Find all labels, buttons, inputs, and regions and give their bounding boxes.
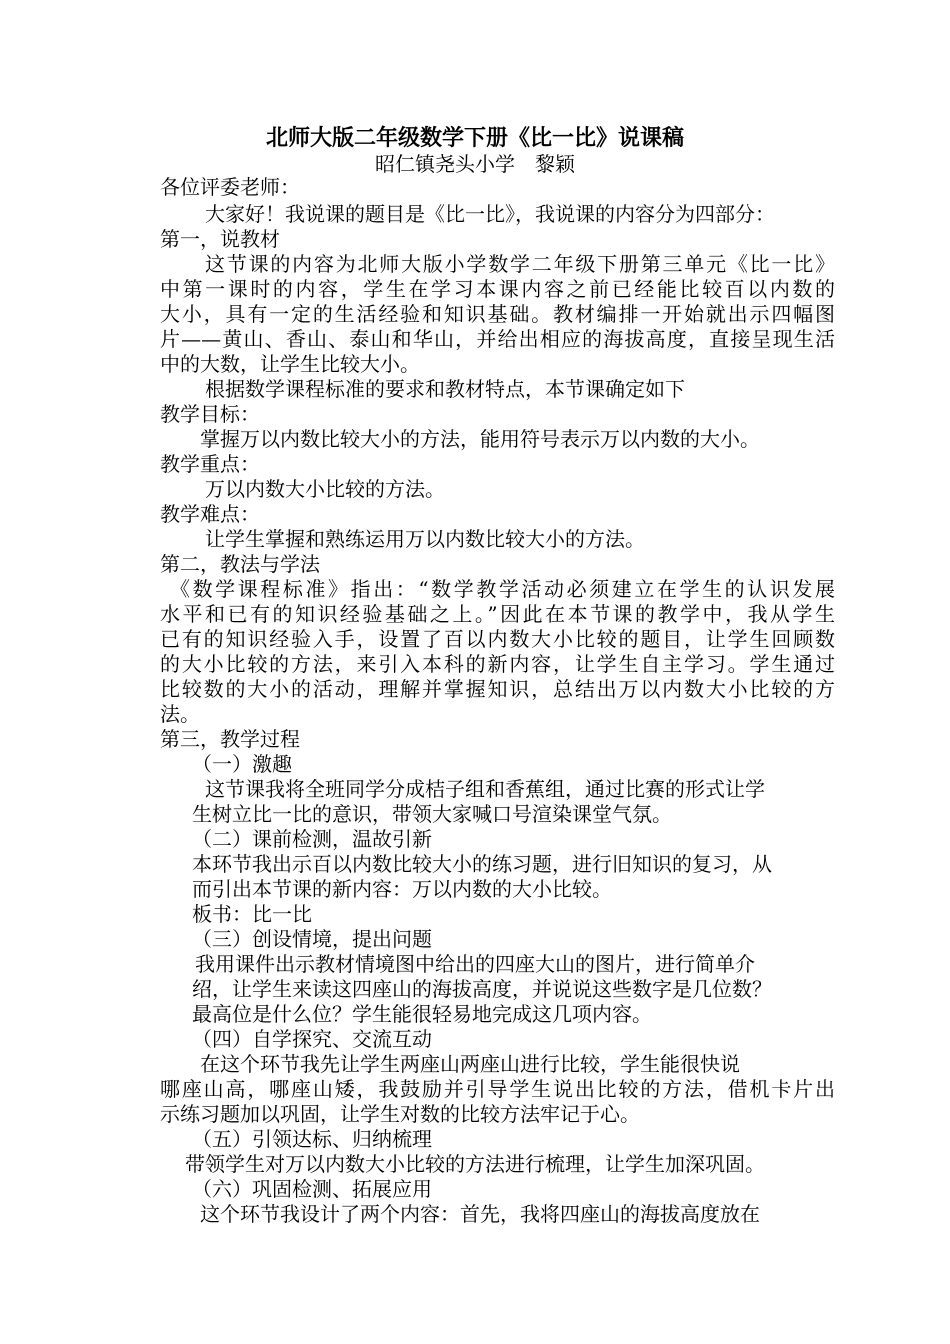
paragraph-line: 的大小比较的方法，来引入本科的新内容，让学生自主学习。学生通过 bbox=[160, 652, 835, 676]
subsection-heading: （三）创设情境，提出问题 bbox=[192, 927, 432, 951]
paragraph-line: 最高位是什么位？学生能很轻易地完成这几项内容。 bbox=[192, 1002, 652, 1026]
paragraph-line: 这个环节我设计了两个内容：首先，我将四座山的海拔高度放在 bbox=[200, 1202, 760, 1226]
paragraph-line: 大小，具有一定的生活经验和知识基础。教材编排一开始就出示四幅图 bbox=[160, 302, 835, 326]
paragraph-line: 让学生掌握和熟练运用万以内数比较大小的方法。 bbox=[205, 527, 645, 551]
paragraph-line: 掌握万以内数比较大小的方法，能用符号表示万以内数的大小。 bbox=[200, 427, 760, 451]
paragraph-line: 片——黄山、香山、泰山和华山，并给出相应的海拔高度，直接呈现生活 bbox=[160, 327, 835, 351]
paragraph-line: 《数学课程标准》指出：“数学教学活动必须建立在学生的认识发展 bbox=[170, 577, 835, 601]
paragraph-line: 板书：比一比 bbox=[192, 902, 312, 926]
paragraph-line: 大家好！我说课的题目是《比一比》，我说课的内容分为四部分： bbox=[205, 202, 775, 226]
paragraph-line: 各位评委老师： bbox=[160, 175, 300, 199]
paragraph-line: 已有的知识经验入手，设置了百以内数大小比较的题目，让学生回顾数 bbox=[160, 627, 835, 651]
paragraph-line: 在这个环节我先让学生两座山两座山进行比较，学生能很快说 bbox=[200, 1052, 740, 1076]
paragraph-line: 万以内数大小比较的方法。 bbox=[205, 477, 445, 501]
paragraph-line: 示练习题加以巩固，让学生对数的比较方法牢记于心。 bbox=[160, 1102, 640, 1126]
paragraph-line: 而引出本节课的新内容：万以内数的大小比较。 bbox=[192, 877, 612, 901]
subsection-heading: （六）巩固检测、拓展应用 bbox=[192, 1177, 432, 1201]
paragraph-line: 根据数学课程标准的要求和教材特点，本节课确定如下 bbox=[205, 377, 685, 401]
paragraph-line: 哪座山高，哪座山矮，我鼓励并引导学生说出比较的方法，借机卡片出 bbox=[160, 1077, 835, 1101]
subsection-heading: （一）激趣 bbox=[192, 752, 292, 776]
subsection-heading: （四）自学探究、交流互动 bbox=[192, 1027, 432, 1051]
paragraph-line: 绍，让学生来读这四座山的海拔高度，并说说这些数字是几位数？ bbox=[192, 977, 772, 1001]
section-heading: 第三，教学过程 bbox=[160, 727, 300, 751]
section-heading: 教学重点： bbox=[160, 452, 260, 476]
paragraph-line: 本环节我出示百以内数比较大小的练习题，进行旧知识的复习，从 bbox=[192, 852, 772, 876]
paragraph-line: 这节课我将全班同学分成桔子组和香蕉组，通过比赛的形式让学 bbox=[205, 777, 765, 801]
document-author: 昭仁镇尧头小学 黎颖 bbox=[375, 152, 575, 176]
paragraph-line: 中的大数，让学生比较大小。 bbox=[160, 352, 420, 376]
section-heading: 教学难点： bbox=[160, 502, 260, 526]
paragraph-line: 中第一课时的内容，学生在学习本课内容之前已经能比较百以内数的 bbox=[160, 277, 835, 301]
section-heading: 第二，教法与学法 bbox=[160, 552, 320, 576]
paragraph-line: 水平和已有的知识经验基础之上。”因此在本节课的教学中，我从学生 bbox=[160, 602, 835, 626]
paragraph-line: 我用课件出示教材情境图中给出的四座大山的图片，进行简单介 bbox=[195, 952, 755, 976]
paragraph-line: 生树立比一比的意识，带领大家喊口号渲染课堂气氛。 bbox=[192, 802, 672, 826]
subsection-heading: （二）课前检测，温故引新 bbox=[192, 827, 432, 851]
subsection-heading: （五）引领达标、归纳梳理 bbox=[192, 1127, 432, 1151]
section-heading: 教学目标： bbox=[160, 402, 260, 426]
paragraph-line: 法。 bbox=[160, 702, 200, 726]
paragraph-line: 这节课的内容为北师大版小学数学二年级下册第三单元《比一比》 bbox=[205, 252, 835, 276]
document-title: 北师大版二年级数学下册《比一比》说课稿 bbox=[265, 126, 684, 151]
paragraph-line: 带领学生对万以内数大小比较的方法进行梳理，让学生加深巩固。 bbox=[185, 1152, 765, 1176]
paragraph-line: 比较数的大小的活动，理解并掌握知识，总结出万以内数大小比较的方 bbox=[160, 677, 835, 701]
section-heading: 第一，说教材 bbox=[160, 227, 280, 251]
